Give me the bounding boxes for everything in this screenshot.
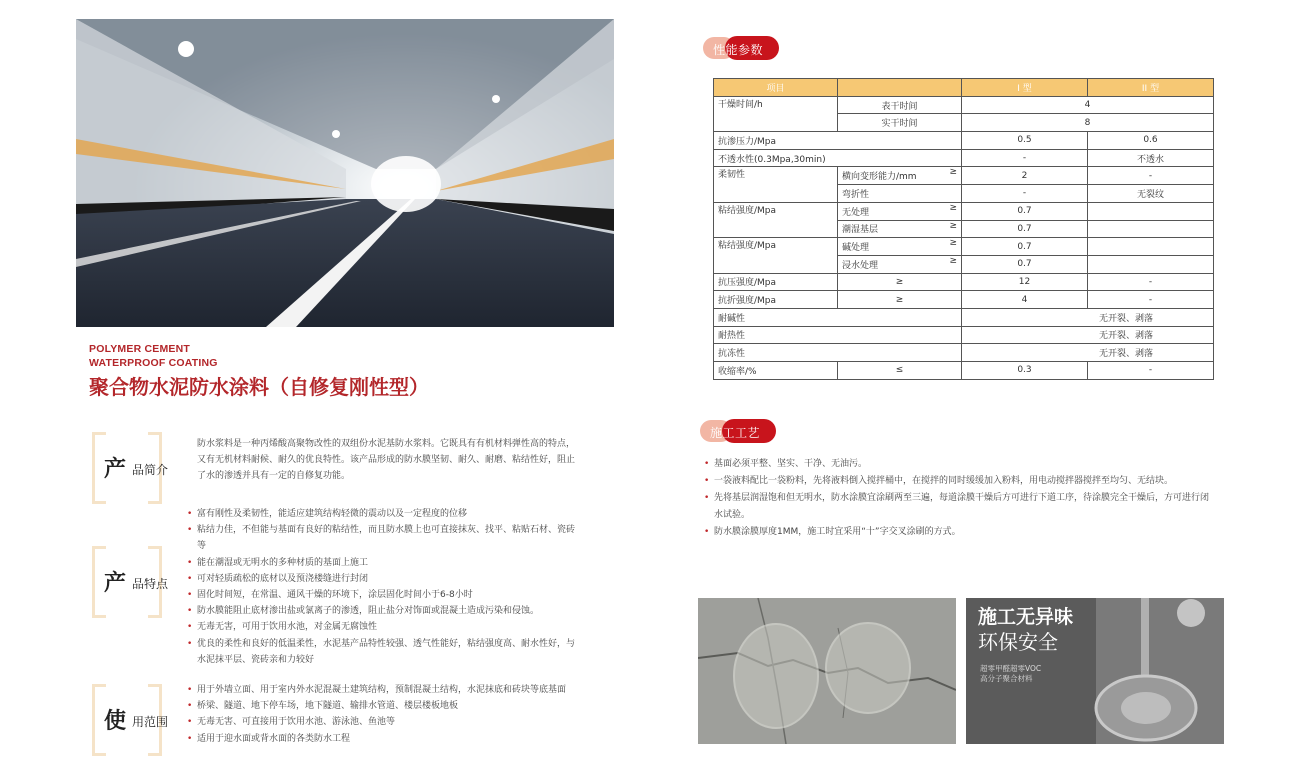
table-cell [1088,220,1214,238]
table-cell: 实干时间 [838,114,962,132]
table-cell: - [1088,362,1214,380]
promo-title: 施工无异味 [978,606,1074,628]
english-title-line1: POLYMER CEMENT [89,343,191,355]
section-label-text: 用范围 [132,715,169,729]
list-item: • 能在潮湿或无明水的多种材质的基面上施工 [187,555,579,571]
table-cell-label: 潮湿基层 [842,225,879,236]
list-item: • 用于外墙立面、用于室内外水泥混凝土建筑结构，预制混凝土结构，水泥抹底和砖块等底基面 [187,682,579,698]
section-label-big-char: 产 [104,571,127,596]
table-cell: - [962,149,1088,167]
table-cell: - [962,185,1088,203]
list-item: • 粘结力佳，不但能与基面有良好的粘结性，而且防水膜上也可直接抹灰、找平、粘贴石材、瓷砖等 [187,522,579,554]
table-row [714,344,1214,362]
table-cell: 表干时间 [838,96,962,114]
section-label-big-char: 产 [104,457,127,482]
table-row [714,149,1214,167]
promo-note: 超零甲醛超零VOC [980,664,1042,673]
table-row [714,326,1214,344]
table-cell: 无裂纹 [1088,185,1214,203]
table-row [714,291,1214,309]
table-cell: ≥ [838,273,962,291]
table-cell: 无开裂、剥落 [962,308,1214,326]
table-cell: 粘结强度/Mpa [714,202,838,237]
section-label-usage [92,684,169,756]
list-item: • 一袋液料配比一袋粉料，先将液料倒入搅拌桶中，在搅拌的同时缓缓加入粉料，用电动搅拌器搅拌至均匀、无结块。 [704,473,1214,490]
table-cell: 0.3 [962,362,1088,380]
table-cell: 0.7 [962,202,1088,220]
list-item: • 优良的柔性和良好的低温柔性，水泥基产品特性较强、透气性能好，粘结强度高、耐水性好，与水泥抹平层、瓷砖亲和力较好 [187,636,579,668]
table-cell [838,255,962,273]
table-cell: 0.7 [962,238,1088,256]
table-row [714,273,1214,291]
table-cell-label: 无处理 [842,207,870,218]
table-cell: 4 [962,96,1214,114]
table-row [714,132,1214,150]
section-badge-performance [703,34,783,60]
table-header-cell: II 型 [1088,79,1214,97]
table-cell: 4 [962,291,1088,309]
table-cell [838,167,962,185]
list-item: • 先将基层润湿饱和但无明水，防水涂膜宜涂刷两至三遍，每道涂膜干燥后方可进行下道工序，待涂膜完全干燥后，方可进行闭水试验。 [704,490,1214,524]
table-row [714,202,1214,220]
usage-list [187,682,579,747]
table-cell: 0.7 [962,255,1088,273]
table-cell [1088,238,1214,256]
promo-note: 高分子聚合材料 [980,674,1033,683]
table-cell: 12 [962,273,1088,291]
comparison-sign: ≥ [949,238,957,249]
list-item: • 适用于迎水面或背水面的各类防水工程 [187,731,579,747]
table-cell: 干燥时间/h [714,96,838,131]
list-item: • 防水膜能阻止底材渗出盐或氯离子的渗透，阻止盐分对饰面或混凝土造成污染和侵蚀。 [187,603,579,619]
badge-text: 性能参数 [713,43,764,57]
table-row [714,96,1214,114]
table-cell: ≥ [838,291,962,309]
list-item: • 无毒无害、可直接用于饮用水池、游泳池、鱼池等 [187,714,579,730]
table-cell: 粘结强度/Mpa [714,238,838,273]
table-cell: 0.6 [1088,132,1214,150]
comparison-sign: ≥ [949,255,957,266]
table-cell: - [1088,273,1214,291]
promo-photo [966,598,1224,744]
table-cell: 抗压强度/Mpa [714,273,838,291]
features-list [187,506,579,668]
section-label-text: 品特点 [132,577,169,591]
table-cell-label: 碱处理 [842,243,870,254]
comparison-sign: ≥ [949,220,957,231]
table-cell-label: 浸水处理 [842,260,879,271]
table-cell: 抗折强度/Mpa [714,291,838,309]
section-label-features [92,546,169,618]
page-title: 聚合物水泥防水涂料（自修复刚性型） [89,375,429,399]
table-cell [1088,255,1214,273]
list-item: • 桥梁、隧道、地下停车场，地下隧道、输排水管道、楼层楼板地板 [187,698,579,714]
comparison-sign: ≥ [949,202,957,213]
table-header-cell: 项目 [714,79,838,97]
list-item: • 固化时间短，在常温、通风干燥的环境下，涂层固化时间小于6-8小时 [187,587,579,603]
table-cell: - [1088,167,1214,185]
section-badge-process [700,417,780,443]
table-header-cell [838,79,962,97]
table-row [714,238,1214,256]
table-cell [838,202,962,220]
table-cell [838,238,962,256]
table-cell: ≤ [838,362,962,380]
intro-paragraph: 防水浆料是一种丙烯酸高聚物改性的双组份水泥基防水浆料。它既具有有机材料弹性高的特点，又有无机材料耐候、耐久的优良特性。该产品形成的防水膜坚韧、耐久、耐磨、粘结性好，阻止了水的渗透并具有一定的自修复功能。 [197,439,576,481]
table-cell: 0.5 [962,132,1088,150]
table-cell: 弯折性 [838,185,962,203]
table-cell: 2 [962,167,1088,185]
tunnel-photo [76,19,614,327]
table-cell: 耐热性 [714,326,962,344]
section-label-intro [92,432,169,504]
table-header-cell: I 型 [962,79,1088,97]
table-cell [838,220,962,238]
table-cell: 无开裂、剥落 [962,344,1214,362]
table-row [714,362,1214,380]
table-cell: 抗渗压力/Mpa [714,132,962,150]
table-cell: 柔韧性 [714,167,838,202]
comparison-sign: ≥ [949,167,957,178]
english-title-line2: WATERPROOF COATING [89,357,218,369]
list-item: • 无毒无害，可用于饮用水池，对金属无腐蚀性 [187,619,579,635]
list-item: • 基面必须平整、坚实、干净、无油污。 [704,456,1214,473]
table-cell: 收缩率/% [714,362,838,380]
table-cell: 抗冻性 [714,344,962,362]
list-item: • 富有刚性及柔韧性，能适应建筑结构轻微的震动以及一定程度的位移 [187,506,579,522]
table-cell: 不透水 [1088,149,1214,167]
list-item: • 防水膜涂膜厚度1MM，施工时宜采用“十”字交叉涂刷的方式。 [704,524,1214,541]
list-item: • 可对轻质疏松的底材以及预浇楼缝进行封闭 [187,571,579,587]
section-label-big-char: 使 [104,709,127,734]
table-cell: 8 [962,114,1214,132]
table-cell-label: 横向变形能力/mm [842,172,917,183]
promo-subtitle: 环保安全 [978,630,1058,654]
table-cell: 耐碱性 [714,308,962,326]
table-cell: 0.7 [962,220,1088,238]
cracked-concrete-photo [698,598,956,744]
process-steps-list [704,456,1214,541]
table-cell [1088,202,1214,220]
table-cell: 无开裂、剥落 [962,326,1214,344]
table-header-row [714,79,1214,97]
section-label-text: 品简介 [132,463,169,477]
parameters-table [713,78,1214,380]
table-cell: 不透水性(0.3Mpa,30min) [714,149,962,167]
table-row [714,308,1214,326]
badge-text: 施工工艺 [710,426,761,440]
table-row [714,167,1214,185]
table-cell: - [1088,291,1214,309]
